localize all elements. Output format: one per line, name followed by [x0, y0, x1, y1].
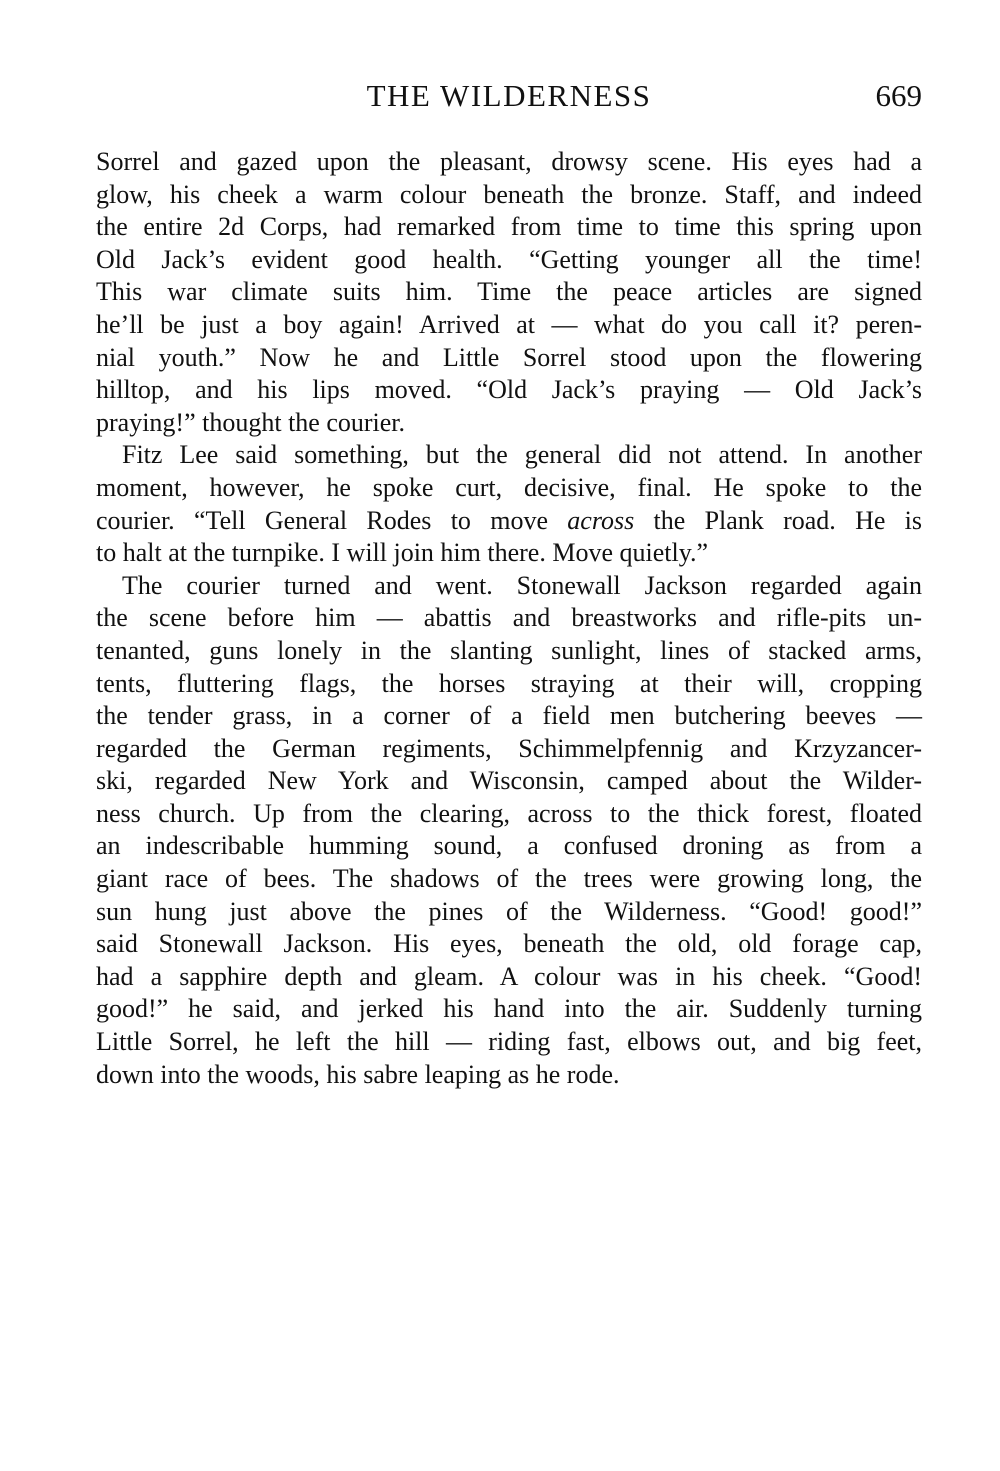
- text-line: moment, however, he spoke curt, decisive, final. He spoke to the: [96, 472, 922, 502]
- page-number: 669: [875, 78, 922, 113]
- text-line: sun hung just above the pines of the Wilderness. “Good! good!”: [96, 896, 922, 926]
- text-line: ness church. Up from the clearing, across to the thick forest, floated: [96, 798, 922, 828]
- text-line: tenanted, guns lonely in the slanting sunlight, lines of stacked arms,: [96, 635, 922, 665]
- text-line: Little Sorrel, he left the hill — riding fast, elbows out, and big feet,: [96, 1027, 922, 1057]
- text-line: he’ll be just a boy again! Arrived at — what do you call it? peren-: [96, 309, 922, 339]
- page-header: [96, 78, 922, 124]
- text-line: regarded the German regiments, Schimmelpfennig and Krzyzancer-: [96, 733, 922, 763]
- text-line: praying!” thought the courier.: [96, 407, 406, 437]
- text-segment: the Plank road. He is: [653, 505, 923, 535]
- text-line: glow, his cheek a warm colour beneath the bronze. Staff, and indeed: [96, 179, 922, 209]
- text-line: said Stonewall Jackson. His eyes, beneath the old, old forage cap,: [96, 929, 922, 959]
- text-line: had a sapphire depth and gleam. A colour was in his cheek. “Good!: [96, 961, 922, 991]
- text-line-with-italic: [96, 505, 922, 538]
- text-line: nial youth.” Now he and Little Sorrel stood upon the flowering: [96, 342, 922, 372]
- italic-word: across: [567, 505, 635, 535]
- running-title: THE WILDERNESS: [366, 78, 652, 113]
- text-line: the entire 2d Corps, had remarked from time to time this spring upon: [96, 212, 922, 242]
- text-line: an indescribable humming sound, a confused droning as from a: [96, 831, 922, 861]
- text-line: The courier turned and went. Stonewall Jackson regarded again: [122, 570, 922, 600]
- text-line: giant race of bees. The shadows of the trees were growing long, the: [96, 864, 922, 894]
- text-line: hilltop, and his lips moved. “Old Jack’s praying — Old Jack’s: [96, 375, 922, 405]
- book-page: [96, 78, 922, 1091]
- text-segment: courier. “Tell General Rodes to move: [96, 505, 548, 535]
- text-line: Old Jack’s evident good health. “Getting younger all the time!: [96, 244, 922, 274]
- text-line: Fitz Lee said something, but the general did not attend. In another: [122, 440, 922, 470]
- text-line: good!” he said, and jerked his hand into the air. Suddenly turning: [96, 994, 922, 1024]
- text-line: down into the woods, his sabre leaping as he rode.: [96, 1059, 620, 1089]
- text-line: to halt at the turnpike. I will join him there. Move quietly.”: [96, 538, 709, 568]
- text-line: the tender grass, in a corner of a field men butchering beeves —: [96, 701, 922, 731]
- body-text: [96, 146, 922, 1091]
- text-line: tents, fluttering flags, the horses straying at their will, cropping: [96, 668, 922, 698]
- text-line: Sorrel and gazed upon the pleasant, drowsy scene. His eyes had a: [96, 147, 922, 176]
- text-line: ski, regarded New York and Wisconsin, camped about the Wilder-: [96, 766, 922, 796]
- text-line: the scene before him — abattis and breastworks and rifle-pits un-: [96, 603, 922, 633]
- text-line: This war climate suits him. Time the peace articles are signed: [96, 277, 922, 307]
